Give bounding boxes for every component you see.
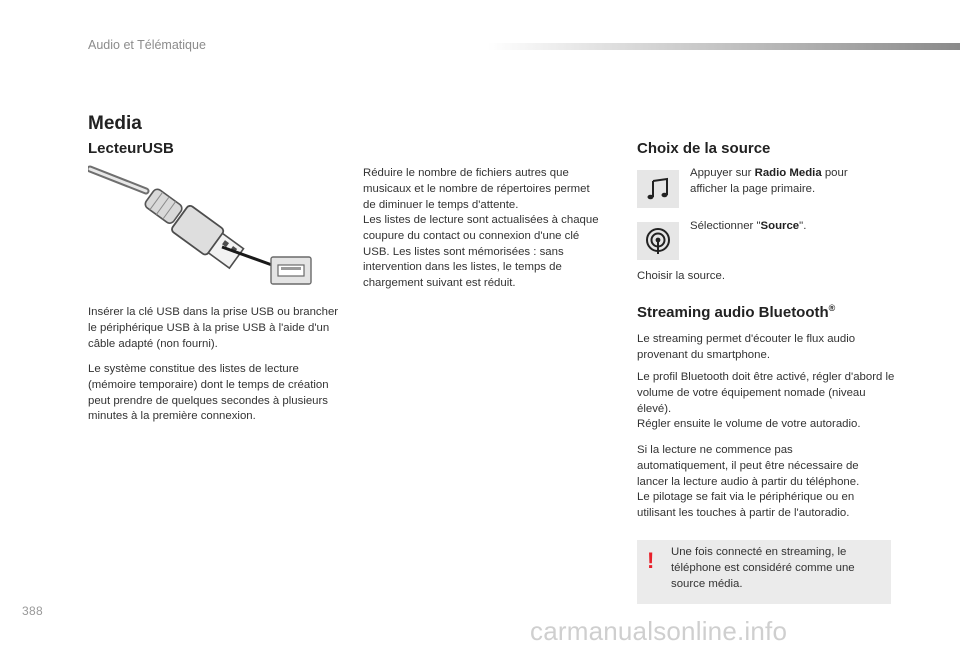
watermark: carmanualsonline.info xyxy=(530,616,788,646)
bluetooth-paragraph-volume: Régler ensuite le volume de votre autoradio. xyxy=(637,418,861,430)
page-number: 388 xyxy=(22,604,43,618)
usb-paragraph-refresh: Les listes de lecture sont actualisées à chaque coupure du contact ou connexion d'une clé USB. Les listes sont mémorisées : sans intervention dans les listes, le temps de chargement suivant est réduit. xyxy=(363,214,599,290)
usb-plug-icon xyxy=(88,163,320,291)
bluetooth-heading: Streaming audio Bluetooth® xyxy=(637,303,836,321)
music-note-icon xyxy=(637,170,679,208)
page-title: Media xyxy=(88,113,142,134)
bluetooth-paragraph-profile: Le profil Bluetooth doit être activé, régler d'abord le volume de votre équipement nomade (niveau élevé). xyxy=(637,371,895,415)
source-step-radio-media: Appuyer sur Radio Media pour afficher la page primaire. xyxy=(690,167,848,195)
bluetooth-paragraph-start: Si la lecture ne commence pas automatiquement, il peut être nécessaire de lancer la lecture audio à partir du téléphone. xyxy=(637,444,860,488)
usb-paragraph-insert: Insérer la clé USB dans la prise USB ou brancher le périphérique USB à la prise USB à l'aide d'un câble adapté (non fourni). xyxy=(88,306,339,350)
exclamation-icon: ! xyxy=(647,548,655,573)
source-step-choose: Choisir la source. xyxy=(637,270,725,282)
bluetooth-paragraph-intro: Le streaming permet d'écouter le flux audio provenant du smartphone. xyxy=(637,333,856,361)
bluetooth-paragraph-control: Le pilotage se fait via le périphérique ou en utilisant les touches à partir de l'autoradio. xyxy=(637,491,855,519)
section-title: Audio et Télématique xyxy=(88,38,206,52)
usb-heading: LecteurUSB xyxy=(88,140,174,157)
broadcast-icon xyxy=(637,222,679,260)
source-step-select: Sélectionner "Source". xyxy=(690,220,807,232)
usb-paragraph-reduce-files: Réduire le nombre de fichiers autres que musicaux et le nombre de répertoires permet de diminuer le temps d'attente. xyxy=(363,167,590,211)
usb-paragraph-playlists: Le système constitue des listes de lecture (mémoire temporaire) dont le temps de création peut prendre de quelques secondes à plusieurs minutes à la première connexion. xyxy=(88,363,329,423)
source-heading: Choix de la source xyxy=(637,140,771,157)
notice-text: Une fois connecté en streaming, le téléphone est considéré comme une source média. xyxy=(671,546,855,590)
header-gradient-bar xyxy=(488,43,960,50)
